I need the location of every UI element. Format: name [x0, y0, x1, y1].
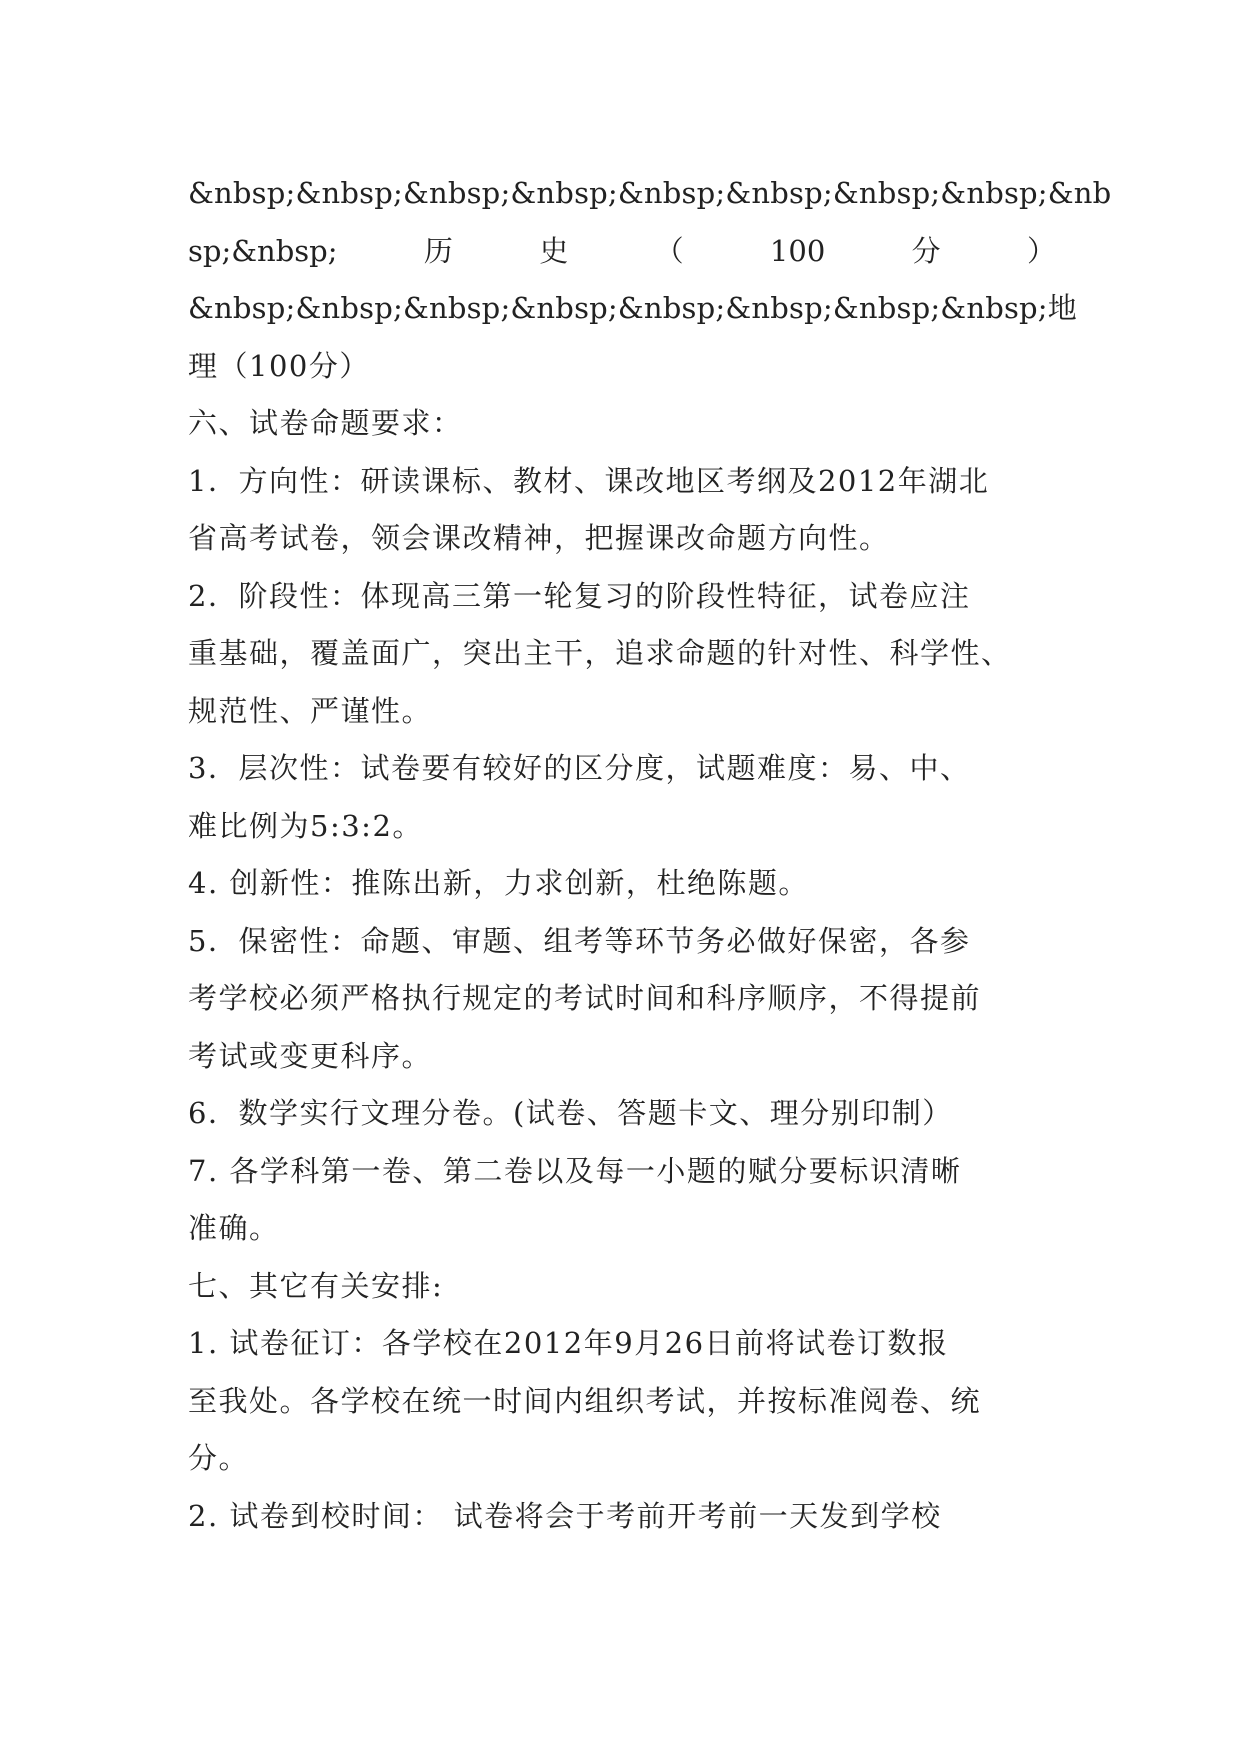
text-line-14: 5．保密性：命题、审题、组考等环节务必做好保密，各参 — [188, 923, 971, 958]
text-line-9: 重基础，覆盖面广，突出主干，追求命题的针对性、科学性、 — [188, 636, 1012, 670]
text-line-7: 省高考试卷，领会课改精神，把握课改命题方向性。 — [188, 521, 890, 555]
text-line-10: 规范性、严谨性。 — [188, 693, 433, 728]
text-line-15: 考学校必须严格执行规定的考试时间和科序顺序，不得提前 — [188, 981, 982, 1015]
section-heading: 六、试卷命题要求： — [188, 406, 463, 440]
text-line-19: 准确。 — [188, 1211, 280, 1245]
text-line-3 — [188, 280, 1077, 338]
text-line-22: 至我处。各学校在统一时间内组织考试，并按标准阅卷、统 — [188, 1383, 982, 1418]
text-fragment: （ — [654, 233, 684, 268]
text-line-24: 2. 试卷到校时间： 试卷将会于考前开考前一天发到学校 — [188, 1498, 942, 1533]
document-body — [188, 165, 1112, 1545]
section-heading: 七、其它有关安排: — [188, 1268, 444, 1303]
text-line-23: 分。 — [188, 1441, 250, 1475]
text-fragment: sp;&nbsp; — [188, 233, 338, 268]
text-line-4: 理（100分） — [188, 348, 370, 383]
text-line-11: 3．层次性：试卷要有较好的区分度，试题难度：易、中、 — [188, 751, 971, 785]
text-line-2 — [188, 223, 1056, 281]
text-line-1: &nbsp;&nbsp;&nbsp;&nbsp;&nbsp;&nbsp;&nbsp;&nbsp;&nb — [188, 176, 1112, 210]
text-fragment: 史 — [539, 233, 569, 268]
text-line-17: 6．数学实行文理分卷。(试卷、答题卡文、理分别印制） — [188, 1096, 953, 1130]
text-line-8: 2．阶段性：体现高三第一轮复习的阶段性特征，试卷应注 — [188, 578, 971, 613]
text-fragment: 100 — [769, 233, 826, 268]
text-line-16: 考试或变更科序。 — [188, 1038, 433, 1073]
text-line-21: 1. 试卷征订：各学校在2012年9月26日前将试卷订数报 — [188, 1326, 949, 1360]
text-line-18: 7. 各学科第一卷、第二卷以及每一小题的赋分要标识清晰 — [188, 1153, 962, 1188]
text-fragment: 分 — [911, 233, 941, 268]
text-line-6: 1．方向性：研读课标、教材、课改地区考纲及2012年湖北 — [188, 463, 990, 498]
text-fragment: 地 — [1047, 291, 1077, 325]
text-fragment: ） — [1026, 233, 1056, 268]
text-line-12: 难比例为5:3:2。 — [188, 808, 423, 843]
text-fragment: &nbsp;&nbsp;&nbsp;&nbsp;&nbsp;&nbsp;&nbsp;&nbsp; — [188, 291, 1048, 325]
text-line-13: 4. 创新性：推陈出新，力求创新，杜绝陈题。 — [188, 866, 809, 900]
text-fragment: 历 — [423, 233, 453, 268]
